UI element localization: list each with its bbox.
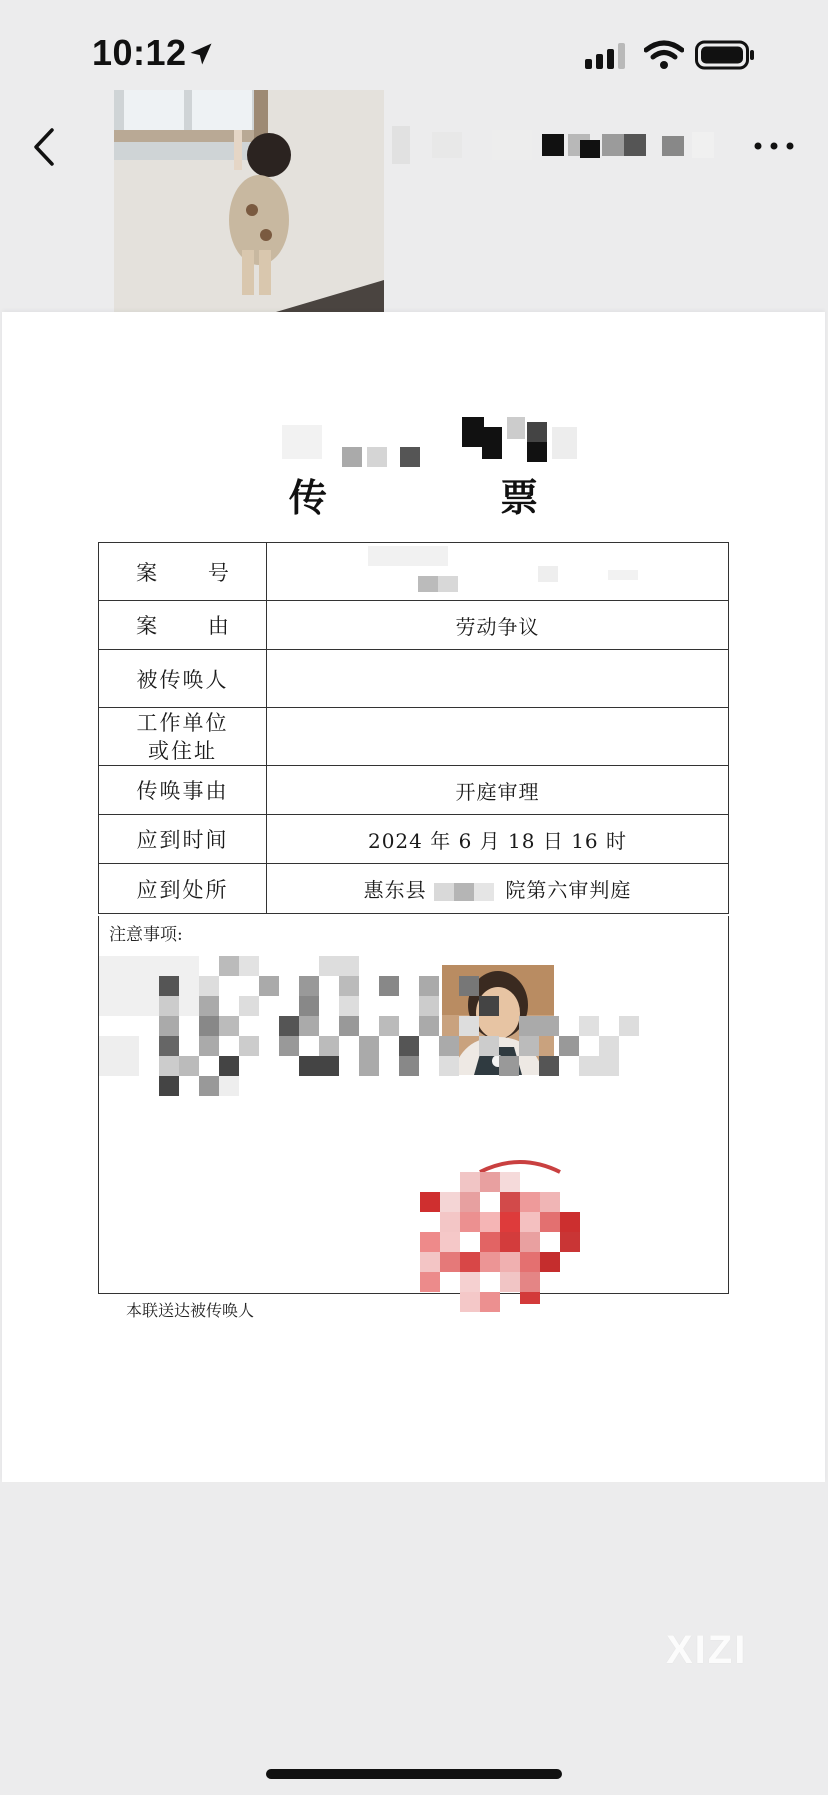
table-row-time [99,815,729,864]
label-reason: 传唤事由 [99,766,267,815]
notes-label: 注意事项: [109,925,183,945]
location-arrow-icon [187,40,215,68]
table-row-place [99,864,729,914]
label-summoned-person: 被传唤人 [99,650,267,708]
blurred-chat-title [392,126,722,164]
label-case-number: 案 号 [99,543,267,601]
more-options-icon[interactable] [748,128,800,164]
value-place-right: 院第六审判庭 [505,878,632,902]
table-row-case-number [99,543,729,601]
value-cause: 劳动争议 [267,601,729,650]
wifi-icon [644,40,684,70]
label-cause: 案 由 [99,601,267,650]
blurred-notes-text [99,956,739,1156]
watermark: XIZI [666,1628,748,1672]
blurred-place-segment [434,879,498,901]
table-row-reason [99,766,729,815]
delivery-note: 本联送达被传唤人 [126,1301,255,1320]
back-icon[interactable] [24,122,64,172]
table-row-summoned-person [99,650,729,708]
notes-box [98,916,729,1294]
label-time: 应到时间 [99,815,267,864]
table-row-workplace [99,708,729,766]
value-time: 2024 年 6 月 18 日 16 时 [267,815,729,864]
value-workplace [267,708,729,766]
value-place [267,864,729,914]
label-place: 应到处所 [99,864,267,914]
label-workplace [99,708,267,766]
blurred-court-seal [420,1152,610,1332]
cellular-signal-icon [585,43,629,69]
value-place-left: 惠东县 [363,878,427,902]
status-bar [0,0,828,100]
table-row-cause [99,601,729,650]
value-reason: 开庭审理 [267,766,729,815]
summons-document [2,312,825,1482]
document-title: 传 票 [288,475,619,520]
value-summoned-person [267,650,729,708]
battery-icon [695,40,755,70]
blurred-case-number [308,546,688,592]
label-workplace-line1: 工作单位 [136,710,229,735]
status-time: 10:12 [92,32,187,73]
home-indicator[interactable] [266,1769,562,1779]
blurred-court-name [282,417,582,467]
value-case-number [267,543,729,601]
label-workplace-line2: 或住址 [148,738,217,763]
summons-table [98,542,729,914]
